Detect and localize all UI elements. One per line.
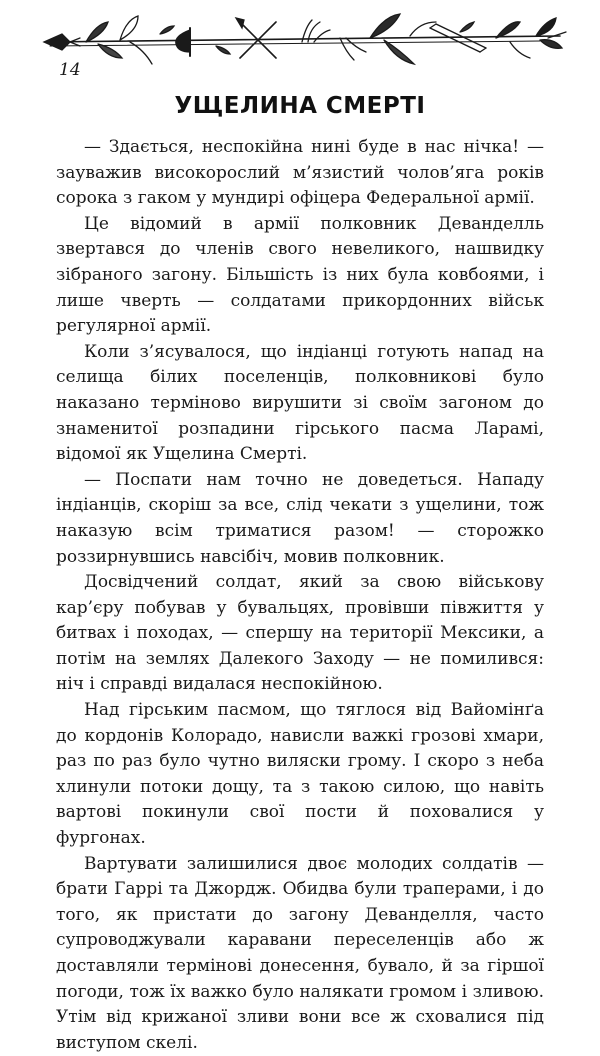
paragraph: Над гірським пасмом, що тяглося від Вайомінґа до кордонів Колорадо, нависли важкі грозові хмари, раз по раз було чутно виляски грому. І скоро з неба хлинули потоки дощу, та з такою силою, що навіть вартові покинули свої пости й поховалися у фургонах. <box>56 700 544 849</box>
paragraph: — Поспати нам точно не доведеться. Нападу індіанців, скоріш за все, слід чекати з ущелини, тож наказую всім триматися разом! — сторожко роззирнувшись навсібіч, мовив полковник. <box>56 469 544 567</box>
chapter-title: УЩЕЛИНА СМЕРТІ <box>174 93 426 119</box>
paragraph: Це відомий в армії полковник Деванделль звертався до членів свого невеликого, нашвидку зібраного загону. Більшість із них була ковбоями, і лише чверть — солдатами прикордонних військ регулярної армії. <box>56 213 544 337</box>
paragraph: Коли з’ясувалося, що індіанці готують напад на селища білих поселенців, полковникові було наказано терміново вирушити зі своїм загоном до знаменитої розпадини гірського пасма Ларамі, відомої як Ущелина Смерті. <box>56 341 544 465</box>
paragraph: — Здається, неспокійна нині буде в нас нічка! — зауважив високорослий м’язистий чолов’яга років сорока з гаком у мундирі офіцера Федеральної армії. <box>56 137 544 209</box>
paragraph: Вартувати залишилися двоє молодих солдатів — брати Гаррі та Джордж. Обидва були траперами, і до того, як пристати до загону Деванделля, часто супроводжували каравани переселенців або ж доставляли термінові донесення, бувало, й за гіршої погоди, тож їх важко було налякати громом і зливою. Утім від крижаної зливи вони все ж сховалися під виступом скелі. <box>56 853 544 1053</box>
page-number: 14 <box>59 60 81 80</box>
weapons-and-leaves-icon <box>40 8 568 70</box>
paragraph: Досвідчений солдат, який за свою військову кар’єру побував у бувальцях, провівши півжиття у битвах і походах, — спершу на території Мексики, а потім на землях Далекого Заходу — не помилився: ніч і справді видалася неспокійною. <box>56 572 544 695</box>
chapter-body <box>56 135 544 1056</box>
